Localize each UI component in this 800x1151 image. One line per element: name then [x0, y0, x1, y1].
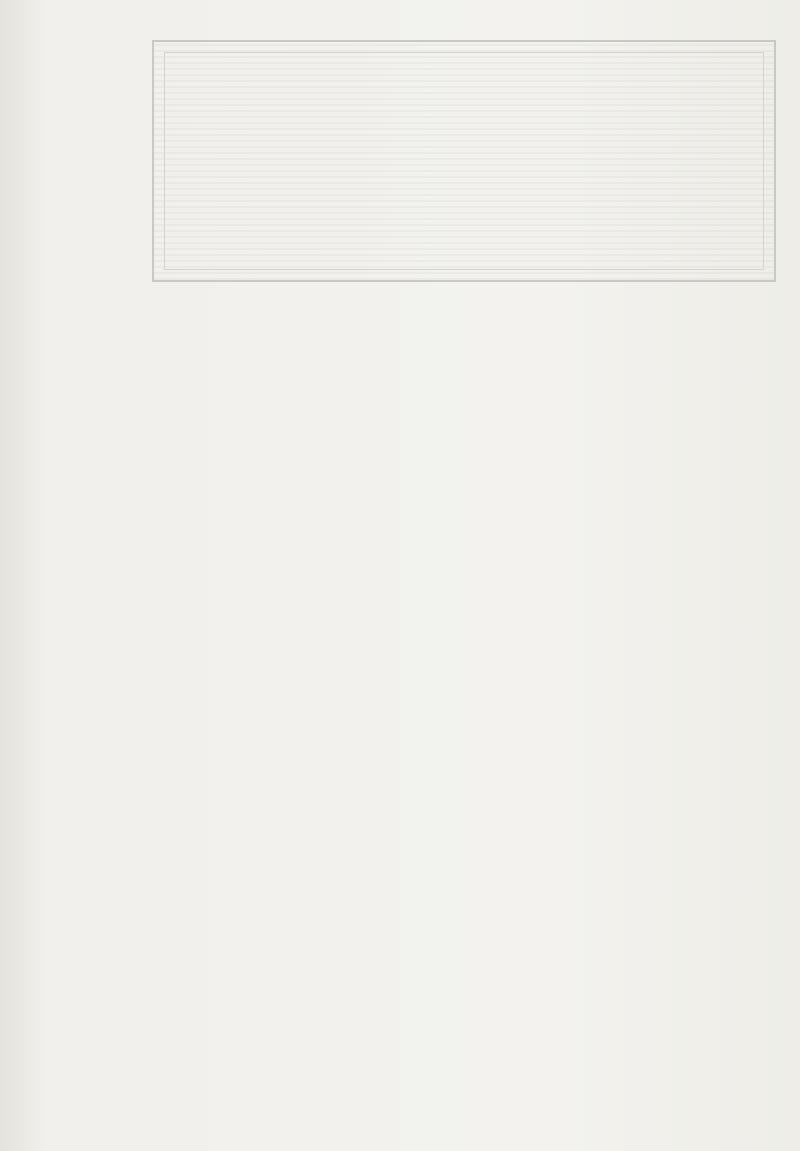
decorative-header-ornament: [152, 40, 776, 282]
running-head: [188, 26, 748, 60]
